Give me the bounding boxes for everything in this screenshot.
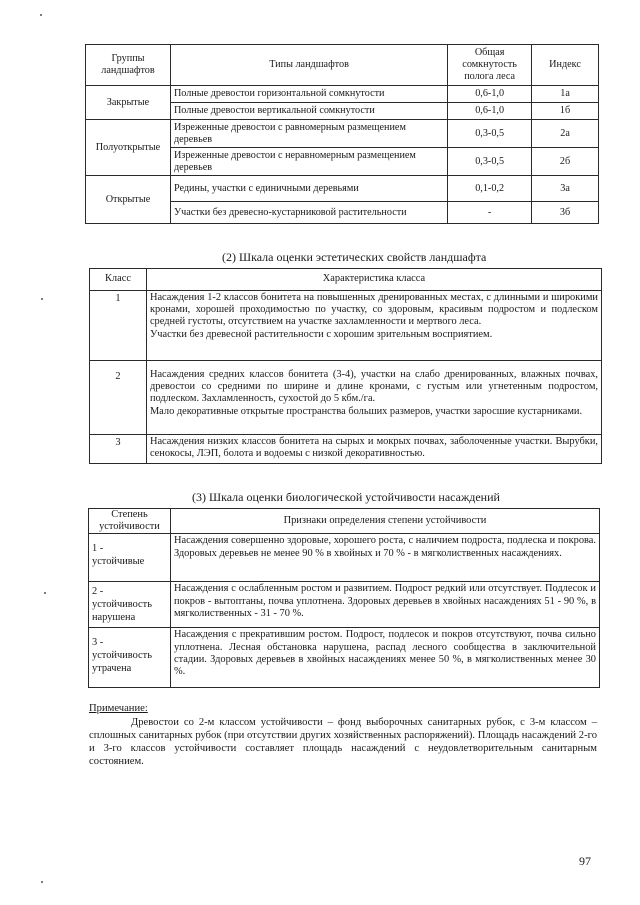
description-paragraph: Мало декоративные открытые пространства больших размеров, участки заросшие кустарниками.	[149, 405, 583, 417]
class-description	[146, 435, 601, 464]
table-row	[90, 291, 602, 361]
degree-label: устойчивость утрачена	[92, 650, 152, 675]
stability-signs: Насаждения с прекратившим ростом. Подрост, подлесок и покров отсутствуют, почва сильно уплотнена. Лесная обстановка нарушена, распад лесного сообщества в заключительной стадии. Здоровых деревьев в хвойных насаждениях менее 50 %, в мягколиственных менее 30 %.	[170, 628, 599, 688]
table-row	[89, 582, 600, 628]
scan-speck	[41, 298, 43, 300]
stability-signs: Насаждения совершенно здоровые, хорошего роста, с наличием подроста, подлеска и покрова. Здоровых деревьев не менее 90 % в хвойных и 70 % - в мягколиственных насаждениях.	[170, 534, 599, 582]
description-paragraph: Насаждения средних классов бонитета (3-4), участки на слабо дренированных, влажных почвах, древостои со средними по ширине и длине кронами, с густым или угнетенным подростом, подлеском. Захламленность, сухостой до 5 кбм./га.	[149, 369, 598, 405]
note-text: Древостои со 2-м классом устойчивости – фонд выборочных санитарных рубок, с 3-м классом – сплошных санитарных рубок (при отсутствии других хозяйственных распоряжений). Площадь насаждений 2-го и 3-го классов устойчивости составляет площадь насаждений с неудовлетворительным санитарным состоянием.	[89, 717, 597, 767]
scan-speck	[40, 14, 42, 16]
header-degree: Степень устойчивости	[89, 509, 171, 534]
class-number: 1	[90, 291, 147, 361]
closure-value: -	[448, 202, 532, 224]
table-row	[86, 120, 599, 148]
table-row	[90, 361, 602, 435]
table-row	[90, 435, 602, 464]
aesthetic-scale-table	[89, 268, 602, 464]
landscape-type: Изреженные древостои с неравномерным размещением деревьев	[170, 148, 447, 176]
index-value: 1а	[532, 86, 599, 103]
closure-value: 0,3-0,5	[448, 120, 532, 148]
degree-label: устойчивость нарушена	[92, 599, 152, 624]
description-paragraph: Участки без древесной растительности с хорошим зрительным восприятием.	[149, 328, 493, 340]
index-value: 3б	[532, 202, 599, 224]
index-value: 2а	[532, 120, 599, 148]
degree-number: 1 -	[92, 543, 104, 555]
group-name: Открытые	[86, 176, 171, 224]
scan-speck	[44, 592, 46, 594]
header-types: Типы ландшафтов	[170, 45, 447, 86]
header-signs: Признаки определения степени устойчивости	[170, 509, 599, 534]
index-value: 1б	[532, 103, 599, 120]
note-title: Примечание:	[89, 703, 148, 714]
index-value: 2б	[532, 148, 599, 176]
stability-degree	[89, 582, 171, 628]
closure-value: 0,3-0,5	[448, 148, 532, 176]
page-number: 97	[579, 854, 591, 868]
stability-scale-title: (3) Шкала оценки биологической устойчивости насаждений	[192, 490, 500, 504]
header-index: Индекс	[532, 45, 599, 86]
table-row	[86, 176, 599, 202]
header-characteristic: Характеристика класса	[146, 269, 601, 291]
index-value: 3а	[532, 176, 599, 202]
stability-scale-table	[88, 508, 600, 688]
scan-speck	[41, 881, 43, 883]
landscape-type: Редины, участки с единичными деревьями	[170, 176, 447, 202]
landscape-type: Полные древостои горизонтальной сомкнутости	[170, 86, 447, 103]
header-closure: Общая сомкнутость полога леса	[448, 45, 532, 86]
closure-value: 0,1-0,2	[448, 176, 532, 202]
header-groups: Группы ландшафтов	[86, 45, 171, 86]
class-number: 3	[90, 435, 147, 464]
degree-label: устойчивые	[92, 556, 145, 568]
table-row	[89, 628, 600, 688]
landscape-type: Полные древостои вертикальной сомкнутости	[170, 103, 447, 120]
description-paragraph: Насаждения 1-2 классов бонитета на повышенных дренированных местах, с длинными и широкими кронами, хорошей проходимостью по участку, со здоровым, красивым подростом и подлеском средней густоты, отсутствием на участке захламленности и мертвого леса.	[149, 292, 598, 328]
degree-number: 3 -	[92, 637, 104, 649]
closure-value: 0,6-1,0	[448, 86, 532, 103]
landscape-type: Изреженные древостои с равномерным размещением деревьев	[170, 120, 447, 148]
description-paragraph: Насаждения низких классов бонитета на сырых и мокрых почвах, заболоченные участки. Вырубки, сенокосы, ЛЭП, болота и водоемы с низкой декоративностью.	[149, 436, 598, 460]
group-name: Полуоткрытые	[86, 120, 171, 176]
class-description	[146, 291, 601, 361]
table-row	[89, 534, 600, 582]
degree-number: 2 -	[92, 586, 104, 598]
landscape-type: Участки без древесно-кустарниковой растительности	[170, 202, 447, 224]
class-description	[146, 361, 601, 435]
landscape-types-table	[85, 44, 599, 224]
class-number: 2	[90, 361, 147, 435]
stability-degree	[89, 534, 171, 582]
group-name: Закрытые	[86, 86, 171, 120]
stability-signs: Насаждения с ослабленным ростом и развитием. Подрост редкий или отсутствует. Подлесок и покров - вытоптаны, почва уплотнена. Здоровых деревьев в хвойных насаждениях 51 - 90 %, в мягколиственных - 31 - 70 %.	[170, 582, 599, 628]
table-row	[86, 86, 599, 103]
aesthetic-scale-title: (2) Шкала оценки эстетических свойств ландшафта	[222, 250, 487, 264]
closure-value: 0,6-1,0	[448, 103, 532, 120]
header-class: Класс	[90, 269, 147, 291]
stability-degree	[89, 628, 171, 688]
